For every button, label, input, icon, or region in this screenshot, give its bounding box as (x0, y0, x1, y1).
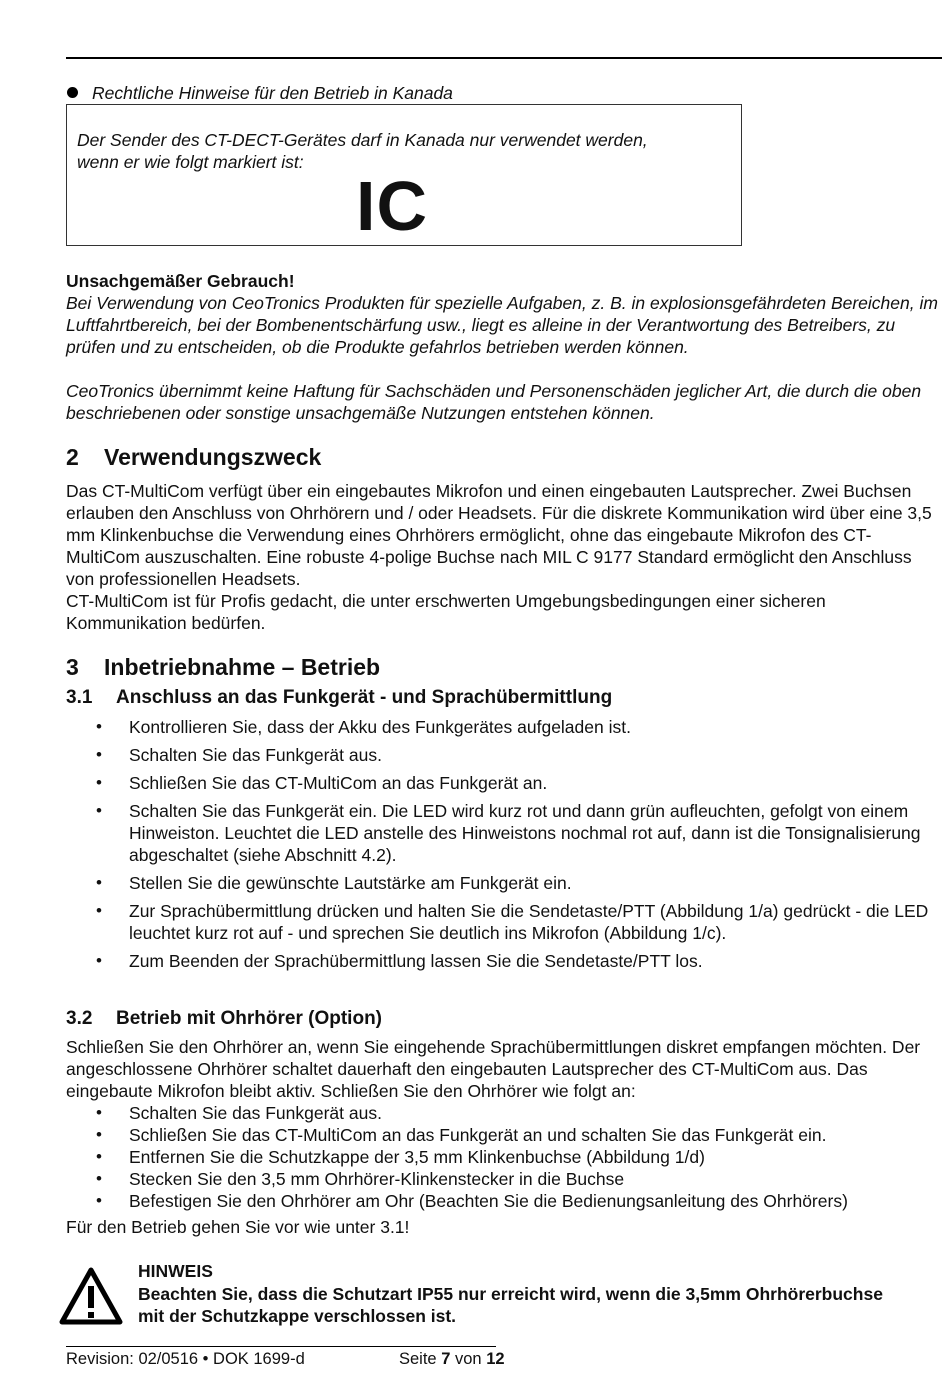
legal-heading: Rechtliche Hinweise für den Betrieb in Kanada (92, 83, 453, 103)
legal-box-line-1: Der Sender des CT-DECT-Gerätes darf in Kanada nur verwendet werden, (77, 130, 648, 150)
page-prefix: Seite (399, 1350, 437, 1368)
section-3-2-title: Betrieb mit Ohrhörer (Option) (116, 1008, 382, 1029)
list-item: • Schließen Sie das CT-MultiCom an das Funkgerät an und schalten Sie das Funkgerät ein. (66, 1124, 942, 1146)
list-item: • Zum Beenden der Sprachübermittlung lassen Sie die Sendetaste/PTT los. (66, 950, 942, 972)
legal-box (66, 104, 742, 246)
misuse-text: Bei Verwendung von CeoTronics Produkten für spezielle Aufgaben, z. B. in explosionsgefährdeten Bereichen, im Luftfahrtbereich, bei der Bombenentschärfung usw., liegt es alleine in der Verantwortung des Betreibers, zu prüfen und zu entscheiden, ob die Produkte gefahrlos betrieben werden können. (66, 293, 938, 357)
list-item: • Befestigen Sie den Ohrhörer am Ohr (Beachten Sie die Bedienungsanleitung des Ohrhörers) (66, 1190, 942, 1212)
list-item: • Entfernen Sie die Schutzkappe der 3,5 mm Klinkenbuchse (Abbildung 1/d) (66, 1146, 942, 1168)
page-mid: von (454, 1350, 482, 1368)
section-3-number: 3 (66, 654, 79, 680)
section-3-1-number: 3.1 (66, 687, 93, 708)
list-item: • Stellen Sie die gewünschte Lautstärke am Funkgerät ein. (66, 872, 942, 894)
page-total: 12 (486, 1350, 505, 1368)
section-3-2-number: 3.2 (66, 1008, 93, 1029)
section-2-title: Verwendungszweck (104, 444, 322, 470)
section-3-1-heading (66, 687, 612, 709)
section-3-heading (66, 654, 380, 681)
section-2-heading (66, 444, 321, 471)
section-3-2-list (66, 1102, 942, 1212)
list-item: • Schalten Sie das Funkgerät ein. Die LED wird kurz rot und dann grün aufleuchten, gefolgt von einem Hinweiston. Leuchtet die LED anstelle des Hinweistons nochmal rot auf, dann ist die Tonsignalisierung abgeschaltet (siehe Abschnitt 4.2). (66, 800, 942, 866)
list-item: • Schalten Sie das Funkgerät aus. (66, 744, 942, 766)
legal-box-line-2: wenn er wie folgt markiert ist: (77, 152, 304, 172)
liability-text: CeoTronics übernimmt keine Haftung für Sachschäden und Personenschäden jeglicher Art, die durch die oben beschriebenen oder sonstige unsachgemäße Nutzungen entstehen können. (66, 381, 922, 423)
section-3-title: Inbetriebnahme – Betrieb (104, 654, 381, 680)
list-item: • Stecken Sie den 3,5 mm Ohrhörer-Klinkenstecker in die Buchse (66, 1168, 942, 1190)
section-3-2-heading (66, 1008, 382, 1030)
footer-rule (66, 1346, 496, 1347)
legal-bullet (67, 87, 78, 98)
list-item: • Kontrollieren Sie, dass der Akku des Funkgerätes aufgeladen ist. (66, 716, 942, 738)
section-3-2-text: Schließen Sie den Ohrhörer an, wenn Sie eingehende Sprachübermittlungen diskret empfangen möchten. Der angeschlossene Ohrhörer schaltet dauerhaft den eingebauten Lautsprecher des CT-MultiCom aus. Das eingebaute Mikrofon bleibt aktiv. Schließen Sie den Ohrhörer wie folgt an: (66, 1037, 921, 1101)
misuse-heading: Unsachgemäßer Gebrauch! (66, 271, 295, 291)
notice-title: HINWEIS (138, 1261, 213, 1281)
list-item: • Zur Sprachübermittlung drücken und halten Sie die Sendetaste/PTT (Abbildung 1/a) gedrückt - die LED leuchtet kurz rot auf - und sprechen Sie deutlich ins Mikrofon (Abbildung 1/c). (66, 900, 942, 944)
footer-page-number (399, 1350, 505, 1369)
list-item: • Schließen Sie das CT-MultiCom an das Funkgerät an. (66, 772, 942, 794)
header-rule (66, 57, 942, 59)
warning-triangle-icon (58, 1266, 124, 1326)
notice-text: Beachten Sie, dass die Schutzart IP55 nur erreicht wird, wenn die 3,5mm Ohrhörerbuchse mit der Schutzkappe verschlossen ist. (138, 1284, 883, 1326)
section-2-paragraph-2: CT-MultiCom ist für Profis gedacht, die unter erschwerten Umgebungsbedingungen einer sicheren Kommunikation bedürfen. (66, 591, 826, 633)
footer-revision: Revision: 02/0516 • DOK 1699-d (66, 1350, 305, 1368)
section-2-number: 2 (66, 444, 79, 470)
page-current: 7 (441, 1350, 451, 1368)
section-2-text (66, 480, 942, 634)
section-3-1-list (66, 716, 942, 978)
list-item: • Schalten Sie das Funkgerät aus. (66, 1102, 942, 1124)
ic-logo: IC (356, 167, 428, 245)
section-3-2-closing: Für den Betrieb gehen Sie vor wie unter 3.1! (66, 1217, 410, 1237)
section-3-1-title: Anschluss an das Funkgerät - und Sprachübermittlung (116, 687, 613, 708)
section-2-paragraph-1: Das CT-MultiCom verfügt über ein eingebautes Mikrofon und einen eingebauten Lautsprecher. Zwei Buchsen erlauben den Anschluss von Ohrhörern und / oder Headsets. Für die diskrete Kommunikation wird über eine 3,5 mm Klinkenbuchse die Verwendung eines Ohrhörers ermöglicht, ohne das eingebaute Mikrofon des CT-MultiCom auszuschalten. Eine robuste 4-polige Buchse nach MIL C 9177 Standard ermöglicht den Anschluss von professionellen Headsets. (66, 481, 932, 589)
